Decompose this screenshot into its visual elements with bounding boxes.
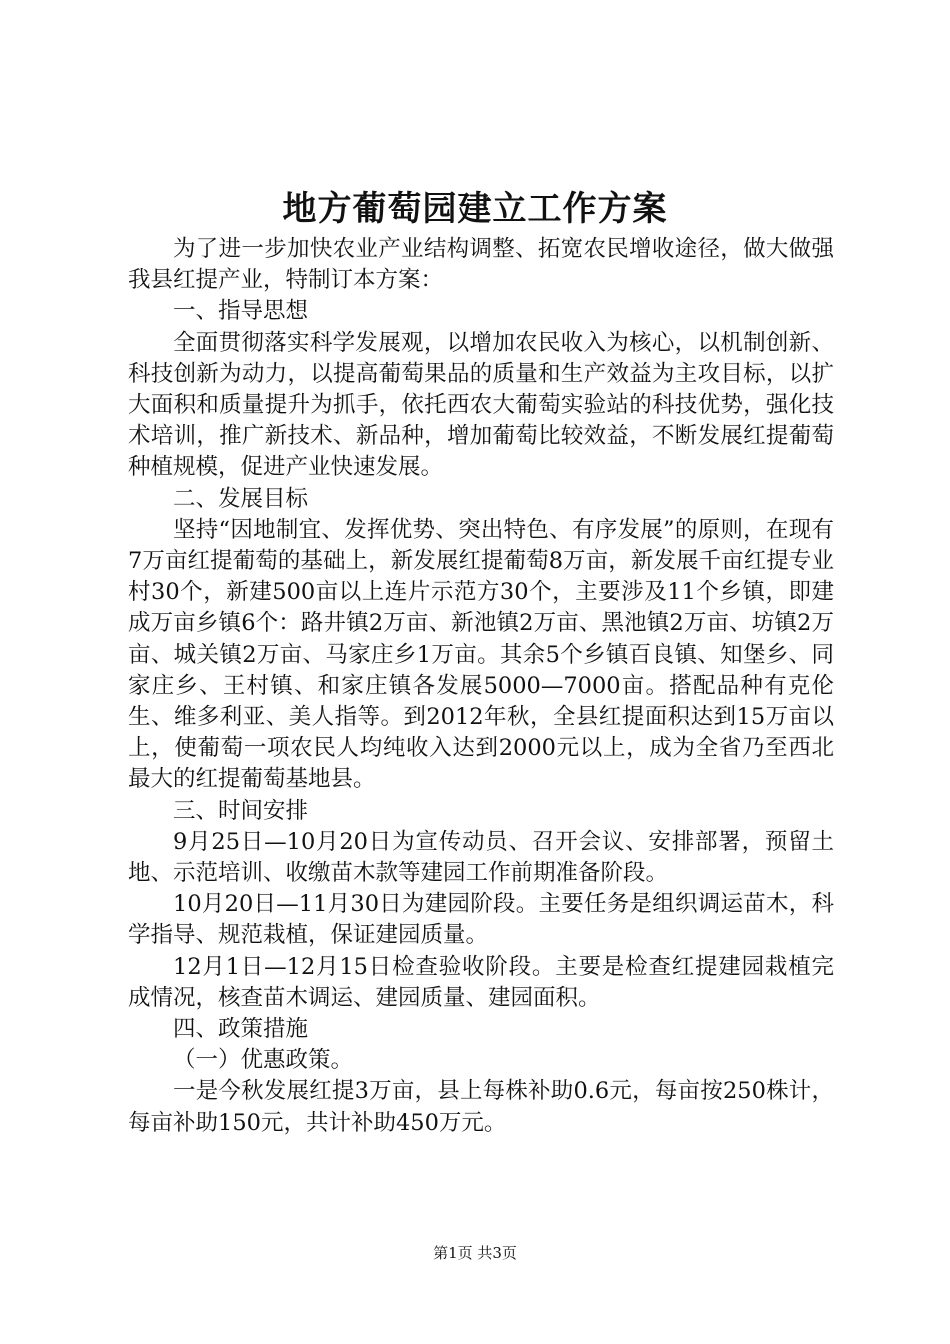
document-title: 地方葡萄园建立工作方案	[282, 189, 668, 229]
document-body	[128, 234, 834, 1139]
page-number-footer: 第1页 共3页	[433, 1244, 517, 1262]
section-heading-guiding-thought: 一、指导思想	[173, 298, 309, 325]
guiding-thought-paragraph: 全面贯彻落实科学发展观，以增加农民收入为核心，以机制创新、科技创新为动力，以提高葡萄果品的质量和生产效益为主攻目标，以扩大面积和质量提升为抓手，依托西农大葡萄实验站的科技优势，强化技术培训，推广新技术、新品种，增加葡萄比较效益，不断发展红提葡萄种植规模，促进产业快速发展。	[128, 329, 834, 481]
section-heading-policy-measures: 四、政策措施	[173, 1016, 309, 1043]
subsection-heading-preferential-policy: （一）优惠政策。	[173, 1047, 354, 1074]
policy-paragraph-1: 一是今秋发展红提3万亩，县上每株补助0.6元，每亩按250株计，每亩补助150元，共计补助450万元。	[128, 1078, 834, 1136]
development-goals-paragraph: 坚持“因地制宜、发挥优势、突出特色、有序发展”的原则，在现有7万亩红提葡萄的基础上，新发展红提葡萄8万亩，新发展千亩红提专业村30个，新建500亩以上连片示范方30个，主要涉及11个乡镇，即建成万亩乡镇6个：路井镇2万亩、新池镇2万亩、黑池镇2万亩、坊镇2万亩、城关镇2万亩、马家庄乡1万亩。其余5个乡镇百良镇、知堡乡、同家庄乡、王村镇、和家庄镇各发展5000—7000亩。搭配品种有克伦生、维多利亚、美人指等。到2012年秋，全县红提面积达到15万亩以上，使葡萄一项农民人均纯收入达到2000元以上，成为全省乃至西北最大的红提葡萄基地县。	[128, 516, 834, 793]
section-heading-schedule: 三、时间安排	[173, 797, 309, 824]
intro-paragraph: 为了进一步加快农业产业结构调整、拓宽农民增收途径，做大做强我县红提产业，特制订本方案：	[128, 236, 834, 294]
schedule-paragraph-1: 9月25日—10月20日为宣传动员、召开会议、安排部署，预留土地、示范培训、收缴苗木款等建园工作前期准备阶段。	[128, 828, 834, 887]
schedule-paragraph-2: 10月20日—11月30日为建园阶段。主要任务是组织调运苗木，科学指导、规范栽植，保证建园质量。	[128, 891, 834, 949]
section-heading-development-goals: 二、发展目标	[173, 485, 309, 512]
schedule-paragraph-3: 12月1日—12月15日检查验收阶段。主要是检查红提建园栽植完成情况，核查苗木调运、建园质量、建园面积。	[128, 953, 834, 1011]
